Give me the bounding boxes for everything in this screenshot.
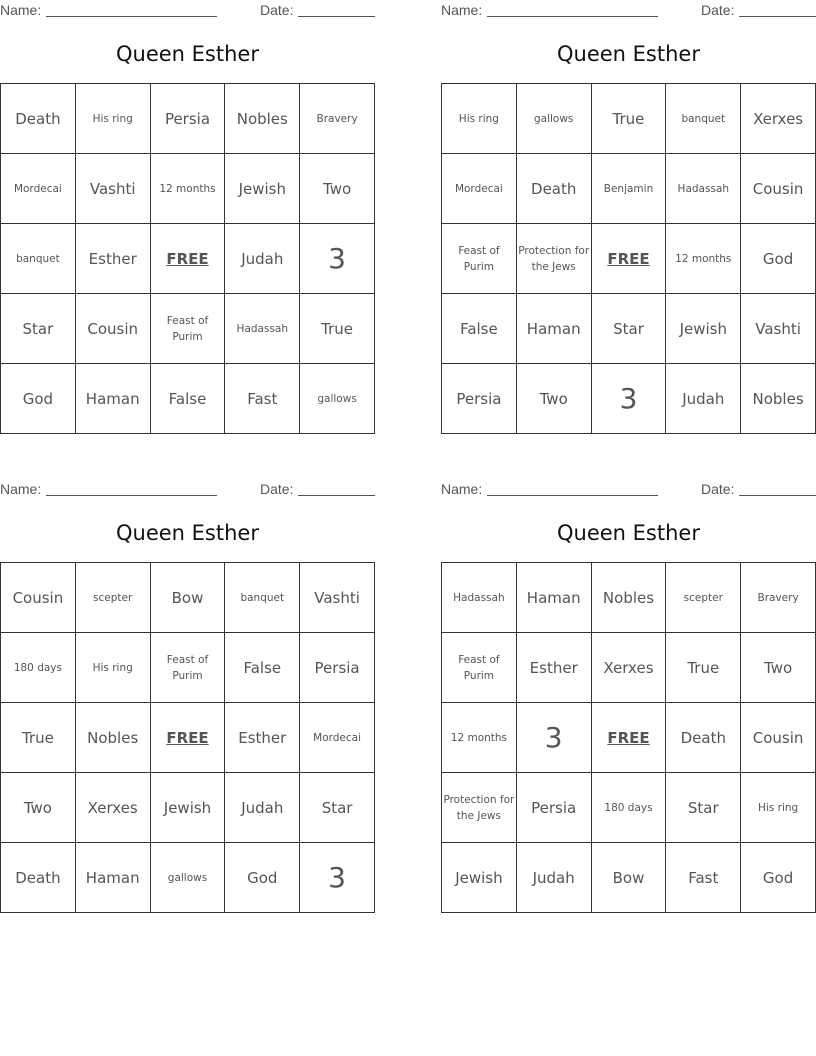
bingo-cell: God [741, 224, 816, 294]
bingo-cell: 12 months [666, 224, 741, 294]
bingo-cell: Two [1, 773, 76, 843]
bingo-cell: Two [741, 633, 816, 703]
bingo-cell: His ring [442, 84, 517, 154]
bingo-cell: Two [517, 364, 592, 434]
bingo-cell: Persia [151, 84, 226, 154]
bingo-cell: Mordecai [300, 703, 375, 773]
bingo-cell: Persia [442, 364, 517, 434]
bingo-cell: God [741, 843, 816, 913]
date-blank [739, 16, 816, 17]
bingo-cell: Two [300, 154, 375, 224]
bingo-cell: Esther [225, 703, 300, 773]
bingo-cell: Feast of Purim [442, 633, 517, 703]
bingo-cell: 3 [592, 364, 667, 434]
name-blank [46, 16, 217, 17]
bingo-cell: Hadassah [442, 563, 517, 633]
bingo-cell: True [300, 294, 375, 364]
bingo-grid [0, 562, 375, 913]
name-blank [46, 495, 217, 496]
card-title: Queen Esther [116, 521, 259, 545]
name-label: Name: [0, 481, 42, 497]
bingo-grid [0, 83, 375, 434]
bingo-cell: Nobles [76, 703, 151, 773]
name-date-line [441, 479, 816, 499]
bingo-cell: False [151, 364, 226, 434]
bingo-cell: Fast [225, 364, 300, 434]
bingo-cell: Star [666, 773, 741, 843]
bingo-cell: Jewish [151, 773, 226, 843]
bingo-cell: 3 [517, 703, 592, 773]
bingo-grid [441, 562, 816, 913]
bingo-cell: Star [300, 773, 375, 843]
bingo-cell: 3 [300, 843, 375, 913]
date-blank [298, 495, 375, 496]
bingo-cell: Esther [517, 633, 592, 703]
name-date-line [0, 479, 375, 499]
name-label: Name: [0, 2, 42, 18]
bingo-cell: gallows [300, 364, 375, 434]
bingo-cell: 12 months [151, 154, 226, 224]
bingo-cell: Haman [76, 364, 151, 434]
bingo-cell: Bravery [741, 563, 816, 633]
bingo-cell: Jewish [442, 843, 517, 913]
bingo-cell: False [442, 294, 517, 364]
date-label: Date: [701, 481, 735, 497]
bingo-cell: Benjamin [592, 154, 667, 224]
bingo-cell: God [1, 364, 76, 434]
bingo-cell: Jewish [225, 154, 300, 224]
bingo-cell: gallows [517, 84, 592, 154]
bingo-cell: Vashti [741, 294, 816, 364]
bingo-cell: Judah [666, 364, 741, 434]
date-label: Date: [260, 2, 294, 18]
bingo-cell: Star [1, 294, 76, 364]
free-space: FREE [151, 224, 226, 294]
name-label: Name: [441, 481, 483, 497]
bingo-cell: Hadassah [225, 294, 300, 364]
bingo-cell: gallows [151, 843, 226, 913]
bingo-cell: 12 months [442, 703, 517, 773]
bingo-cell: Vashti [76, 154, 151, 224]
bingo-cell: Feast of Purim [151, 633, 226, 703]
bingo-cell: banquet [225, 563, 300, 633]
bingo-cell: True [592, 84, 667, 154]
bingo-cell: Jewish [666, 294, 741, 364]
bingo-cell: Judah [225, 224, 300, 294]
name-date-line [0, 0, 375, 20]
bingo-cell: Mordecai [442, 154, 517, 224]
free-space: FREE [592, 224, 667, 294]
bingo-card-2 [441, 0, 816, 415]
bingo-cell: His ring [741, 773, 816, 843]
bingo-cell: Death [1, 84, 76, 154]
name-label: Name: [441, 2, 483, 18]
bingo-cell: scepter [666, 563, 741, 633]
bingo-cell: 180 days [592, 773, 667, 843]
bingo-card-1 [0, 0, 375, 408]
bingo-cell: scepter [76, 563, 151, 633]
free-space: FREE [151, 703, 226, 773]
bingo-cell: Bravery [300, 84, 375, 154]
bingo-cell: Protection for the Jews [442, 773, 517, 843]
card-title: Queen Esther [116, 42, 259, 66]
bingo-cell: 180 days [1, 633, 76, 703]
bingo-cell: True [1, 703, 76, 773]
bingo-cell: Fast [666, 843, 741, 913]
card-title: Queen Esther [557, 521, 700, 545]
bingo-cell: banquet [1, 224, 76, 294]
bingo-cell: Esther [76, 224, 151, 294]
bingo-cell: banquet [666, 84, 741, 154]
name-blank [487, 495, 658, 496]
bingo-cell: Nobles [741, 364, 816, 434]
bingo-cell: Persia [517, 773, 592, 843]
bingo-cell: His ring [76, 84, 151, 154]
date-label: Date: [260, 481, 294, 497]
date-label: Date: [701, 2, 735, 18]
bingo-cell: Protection for the Jews [517, 224, 592, 294]
date-blank [298, 16, 375, 17]
bingo-cell: Judah [517, 843, 592, 913]
bingo-cell: Vashti [300, 563, 375, 633]
bingo-cell: Haman [517, 294, 592, 364]
bingo-cell: Mordecai [1, 154, 76, 224]
bingo-cell: His ring [76, 633, 151, 703]
bingo-cell: Persia [300, 633, 375, 703]
bingo-cell: Xerxes [592, 633, 667, 703]
bingo-cell: True [666, 633, 741, 703]
bingo-cell: Bow [592, 843, 667, 913]
bingo-cell: Cousin [741, 703, 816, 773]
bingo-cell: Star [592, 294, 667, 364]
bingo-grid [441, 83, 816, 434]
bingo-card-4 [441, 479, 816, 887]
bingo-cell: False [225, 633, 300, 703]
bingo-cell: Feast of Purim [442, 224, 517, 294]
bingo-cell: Cousin [1, 563, 76, 633]
bingo-cell: Death [666, 703, 741, 773]
bingo-cell: Cousin [76, 294, 151, 364]
bingo-cell: God [225, 843, 300, 913]
name-date-line [441, 0, 816, 20]
bingo-cell: Xerxes [76, 773, 151, 843]
bingo-cell: Bow [151, 563, 226, 633]
bingo-cell: Cousin [741, 154, 816, 224]
bingo-cell: Judah [225, 773, 300, 843]
name-blank [487, 16, 658, 17]
bingo-cell: Xerxes [741, 84, 816, 154]
date-blank [739, 495, 816, 496]
bingo-cell: Nobles [592, 563, 667, 633]
bingo-cell: Death [517, 154, 592, 224]
bingo-card-3 [0, 479, 375, 894]
bingo-cell: Nobles [225, 84, 300, 154]
card-title: Queen Esther [557, 42, 700, 66]
bingo-cell: 3 [300, 224, 375, 294]
bingo-cell: Feast of Purim [151, 294, 226, 364]
bingo-cell: Haman [517, 563, 592, 633]
free-space: FREE [592, 703, 667, 773]
bingo-cell: Death [1, 843, 76, 913]
bingo-cell: Haman [76, 843, 151, 913]
bingo-cell: Hadassah [666, 154, 741, 224]
